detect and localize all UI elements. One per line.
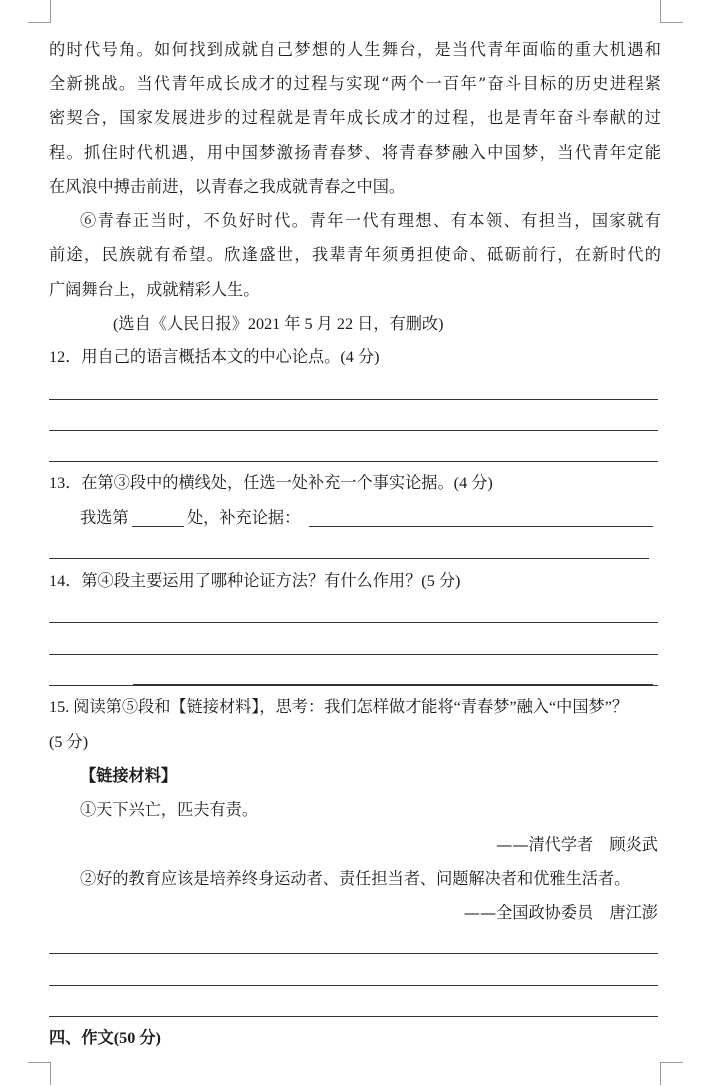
paragraph-6-line: 广阔舞台上，成就精彩人生。 (49, 280, 260, 299)
q13-fill-label-a: 我选第 (80, 508, 129, 527)
section-4-heading: 四、作文(50 分) (49, 1029, 161, 1047)
answer-line[interactable] (49, 399, 658, 400)
answer-line[interactable] (49, 654, 658, 655)
answer-line[interactable] (49, 1016, 658, 1017)
page-corner-mark (28, 1062, 51, 1085)
answer-line[interactable] (49, 558, 649, 559)
page-corner-mark (660, 1062, 683, 1085)
link-material-item-2: ②好的教育应该是培养终身运动者、责任担当者、问题解决者和优雅生活者。 (80, 869, 631, 888)
question-15-score: (5 分) (49, 733, 89, 751)
q13-fill-label-b: 处，补充论据： (187, 508, 301, 527)
passage-line: 的时代号角。如何找到成就自己梦想的人生舞台，是当代青年面临的重大机遇和 (49, 40, 661, 59)
paragraph-6-line: 前途，民族就有希望。欣逢盛世，我辈青年须勇担使命、砥砺前行，在新时代的 (49, 245, 661, 264)
answer-line-underline (133, 684, 653, 686)
question-12: 12．用自己的语言概括本文的中心论点。(4 分) (49, 348, 380, 366)
paragraph-6-line: ⑥青春正当时，不负好时代。青年一代有理想、有本领、有担当，国家就有 (80, 211, 661, 230)
passage-line: 在风浪中搏击前进，以青春之我成就青春之中国。 (49, 177, 406, 196)
answer-line[interactable] (49, 622, 658, 623)
link-material-source-1: ——清代学者 顾炎武 (496, 835, 658, 854)
question-14: 14．第④段主要运用了哪种论证方法？有什么作用？(5 分) (49, 572, 461, 590)
passage-source: (选自《人民日报》2021 年 5 月 22 日，有删改) (113, 315, 444, 333)
answer-line[interactable] (49, 985, 658, 986)
passage-line: 密契合，国家发展进步的过程就是青年成长成才的过程，也是青年奋斗奉献的过 (49, 108, 661, 127)
answer-line[interactable] (49, 461, 658, 462)
passage-line: 全新挑战。当代青年成长成才的过程与实现“两个一百年”奋斗目标的历史进程紧 (49, 74, 661, 93)
answer-line[interactable] (49, 953, 658, 954)
question-13: 13．在第③段中的横线处，任选一处补充一个事实论据。(4 分) (49, 474, 493, 492)
passage-line: 程。抓住时代机遇，用中国梦激扬青春梦、将青春梦融入中国梦，当代青年定能 (49, 143, 661, 162)
q13-evidence-blank[interactable] (309, 526, 653, 527)
link-material-heading: 【链接材料】 (80, 766, 178, 785)
link-material-item-1: ①天下兴亡，匹夫有责。 (80, 800, 259, 819)
page-corner-mark (660, 0, 683, 23)
answer-line[interactable] (49, 430, 658, 431)
question-15: 15. 阅读第⑤段和【链接材料】，思考：我们怎样做才能将“青春梦”融入“中国梦”？ (49, 698, 629, 716)
q13-paragraph-blank[interactable] (132, 526, 184, 527)
page-corner-mark (28, 0, 51, 23)
link-material-source-2: ——全国政协委员 唐江澎 (463, 903, 658, 922)
